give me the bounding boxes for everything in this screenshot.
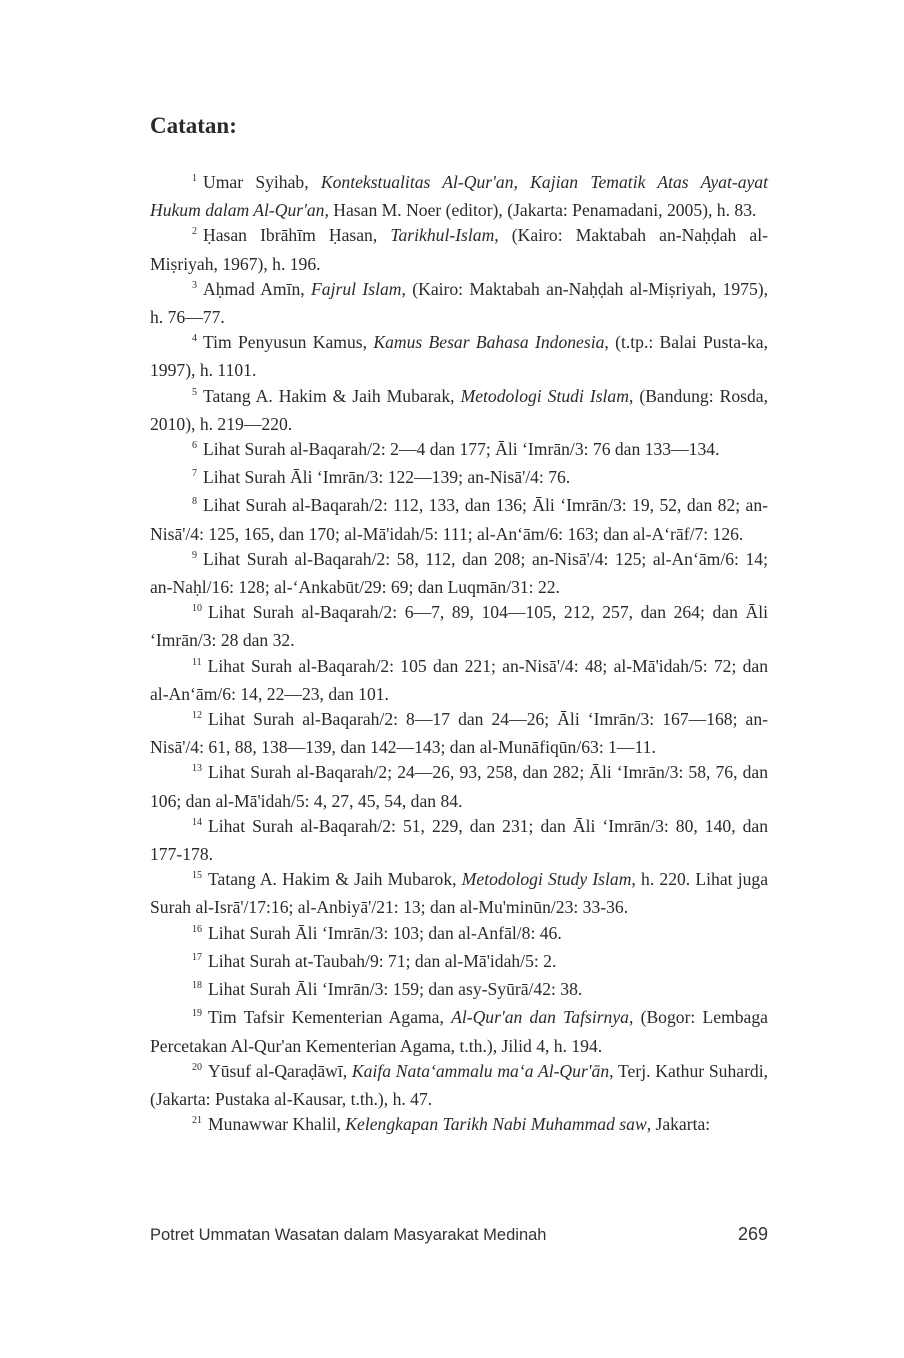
page-number: 269 (737, 1224, 768, 1244)
endnote (150, 170, 768, 223)
endnote-text-rest: h. 220. Lihat juga Surah al-Isrā'/17:16; al-Anbiyā'/21: 13; dan al-Mu'minūn/23: 33-36. (150, 869, 769, 918)
endnotes-list (150, 170, 768, 1140)
endnote-text: Ḥasan Ibrāhīm Ḥasan, (203, 225, 391, 246)
section-heading: Catatan: (150, 113, 237, 138)
endnote (150, 384, 768, 437)
endnote-number: 5 (192, 386, 197, 398)
endnote-text: Tatang A. Hakim & Jaih Mubarak, (203, 385, 461, 406)
endnote-number: 20 (192, 1061, 202, 1073)
endnote-title: Fajrul Islam (311, 278, 402, 299)
endnote-number: 4 (192, 333, 197, 345)
endnote-text: Lihat Surah al-Baqarah/2: 58, 112, dan 208; an-Nisā'/4: 125; al-An‘ām/6: 14; an-Naḥl/16: 128; al-‘Ankabūt/29: 69; dan Luqmān/31: 22. (150, 548, 768, 598)
endnote (150, 223, 768, 276)
endnote-number: 18 (192, 980, 202, 992)
endnote-text: Umar Syihab, (203, 172, 321, 192)
endnote-text: Tim Penyusun Kamus, (203, 332, 374, 353)
endnote-title: Kaifa Nata‘ammalu ma‘a Al-Qur'ān (351, 1060, 610, 1081)
page-footer (150, 1224, 768, 1245)
endnote-text: Munawwar Khalil, (208, 1114, 346, 1135)
endnote (150, 465, 768, 493)
endnote (150, 1112, 768, 1140)
endnote-text: Lihat Surah al-Baqarah/2: 105 dan 221; an-Nisā'/4: 48; al-Mā'idah/5: 72; dan al-An‘ām/6: 14, 22—23, dan 101. (150, 655, 768, 704)
endnote-text: Lihat Surah at-Taubah/9: 71; dan al-Mā'idah/5: 2. (208, 950, 557, 971)
endnote-title: Metodologi Study Islam, (461, 869, 636, 890)
endnote (150, 921, 768, 949)
endnote-text-rest: , Terj. Kathur Suhardi, (Jakarta: Pustaka al-Kausar, t.th.), h. 47. (150, 1060, 769, 1109)
endnote (150, 600, 768, 653)
endnote-number: 10 (192, 603, 202, 615)
endnote-number: 9 (192, 549, 197, 561)
endnote-text-rest: , Jakarta: (646, 1114, 711, 1135)
endnote-text-rest: , (t.tp.: Balai Pusta-ka, 1997), h. 1101. (150, 332, 768, 381)
endnote-title: Al-Qur'an dan Tafsirnya (451, 1007, 629, 1028)
endnote-text-rest: , (Kairo: Maktabah an-Naḥḍah al-Miṣriyah, 1975), h. 76—77. (150, 278, 768, 328)
endnote-text: Lihat Surah Āli ‘Imrān/3: 103; dan al-Anfāl/8: 46. (208, 922, 562, 943)
endnote-text: Yūsuf al-Qaraḍāwī, (208, 1060, 352, 1081)
endnote (150, 493, 768, 546)
endnote (150, 1059, 768, 1112)
endnote-title: Metodologi Studi Islam (460, 385, 629, 406)
endnote (150, 977, 768, 1005)
endnote (150, 547, 768, 600)
endnote-number: 3 (192, 279, 197, 291)
endnote-number: 8 (192, 496, 197, 508)
endnote-text: Tim Tafsir Kementerian Agama, (208, 1007, 452, 1028)
endnote-number: 16 (192, 923, 202, 935)
endnote (150, 1005, 768, 1058)
endnote-number: 1 (192, 173, 197, 184)
endnote-text-rest: , (Bandung: Rosda, 2010), h. 219—220. (150, 385, 768, 434)
endnote (150, 814, 768, 867)
endnote-title: Kontekstualitas Al-Qur'an, Kajian Tematik Atas Ayat-ayat Hukum dalam Al-Qur'an, (150, 172, 768, 221)
endnote-text: Aḥmad Amīn, (203, 278, 312, 299)
endnote-number: 15 (192, 870, 202, 882)
endnote-text: Tatang A. Hakim & Jaih Mubarok, (208, 869, 462, 890)
endnote-text-rest: , (Kairo: Maktabah an-Naḥḍah al-Miṣriyah, 1967), h. 196. (150, 225, 768, 274)
endnote (150, 760, 768, 813)
endnote-number: 7 (192, 468, 197, 480)
endnote (150, 277, 768, 330)
endnote-text: Lihat Surah al-Baqarah/2: 112, 133, dan 136; Āli ‘Imrān/3: 19, 52, dan 82; an-Nisā'/4: 125, 165, dan 170; al-Mā'idah/5: 111; al-An‘ām/6: 163; dan al-A‘rāf/7: 126. (150, 495, 768, 544)
endnote-title: Kelengkapan Tarikh Nabi Muhammad saw (345, 1114, 647, 1135)
endnote (150, 949, 768, 977)
endnote (150, 707, 768, 760)
endnote-text-rest: Hasan M. Noer (editor), (Jakarta: Penamadani, 2005), h. 83. (328, 200, 757, 221)
endnote-number: 2 (192, 226, 197, 238)
endnote-number: 11 (192, 656, 202, 668)
running-title: Potret Ummatan Wasatan dalam Masyarakat Medinah (150, 1226, 547, 1244)
endnote-text-rest: , (Bogor: Lembaga Percetakan Al-Qur'an Kementerian Agama, t.th.), Jilid 4, h. 194. (150, 1007, 768, 1056)
endnote (150, 867, 768, 920)
endnote-text: Lihat Surah Āli ‘Imrān/3: 159; dan asy-Syūrā/42: 38. (208, 979, 583, 1000)
endnote-number: 17 (192, 951, 202, 963)
endnote-number: 6 (192, 440, 197, 452)
endnote-number: 21 (192, 1115, 202, 1127)
endnote (150, 654, 768, 707)
endnote-number: 19 (192, 1008, 202, 1020)
endnote-text: Lihat Surah al-Baqarah/2: 6—7, 89, 104—105, 212, 257, dan 264; dan Āli ‘Imrān/3: 28 dan 32. (150, 602, 768, 651)
endnote-text: Lihat Surah al-Baqarah/2; 24—26, 93, 258, dan 282; Āli ‘Imrān/3: 58, 76, dan 106; dan al-Mā'idah/5: 4, 27, 45, 54, dan 84. (150, 762, 768, 811)
endnote-text: Lihat Surah Āli ‘Imrān/3: 122—139; an-Nisā'/4: 76. (203, 467, 571, 488)
endnote-text: Lihat Surah al-Baqarah/2: 8—17 dan 24—26; Āli ‘Imrān/3: 167—168; an-Nisā'/4: 61, 88, 138—139, dan 142—143; dan al-Munāfiqūn/63: 1—11. (150, 709, 768, 758)
endnote (150, 437, 768, 465)
endnote-title: Tarikhul-Islam (390, 225, 495, 246)
endnote-number: 13 (192, 763, 202, 775)
endnote-text: Lihat Surah al-Baqarah/2: 51, 229, dan 231; dan Āli ‘Imrān/3: 80, 140, dan 177-178. (150, 815, 768, 865)
endnote-number: 12 (192, 710, 202, 722)
endnote-number: 14 (192, 816, 202, 828)
endnote-text: Lihat Surah al-Baqarah/2: 2—4 dan 177; Āli ‘Imrān/3: 76 dan 133—134. (203, 439, 720, 460)
endnote (150, 330, 768, 383)
endnote-title: Kamus Besar Bahasa Indonesia (373, 332, 605, 353)
